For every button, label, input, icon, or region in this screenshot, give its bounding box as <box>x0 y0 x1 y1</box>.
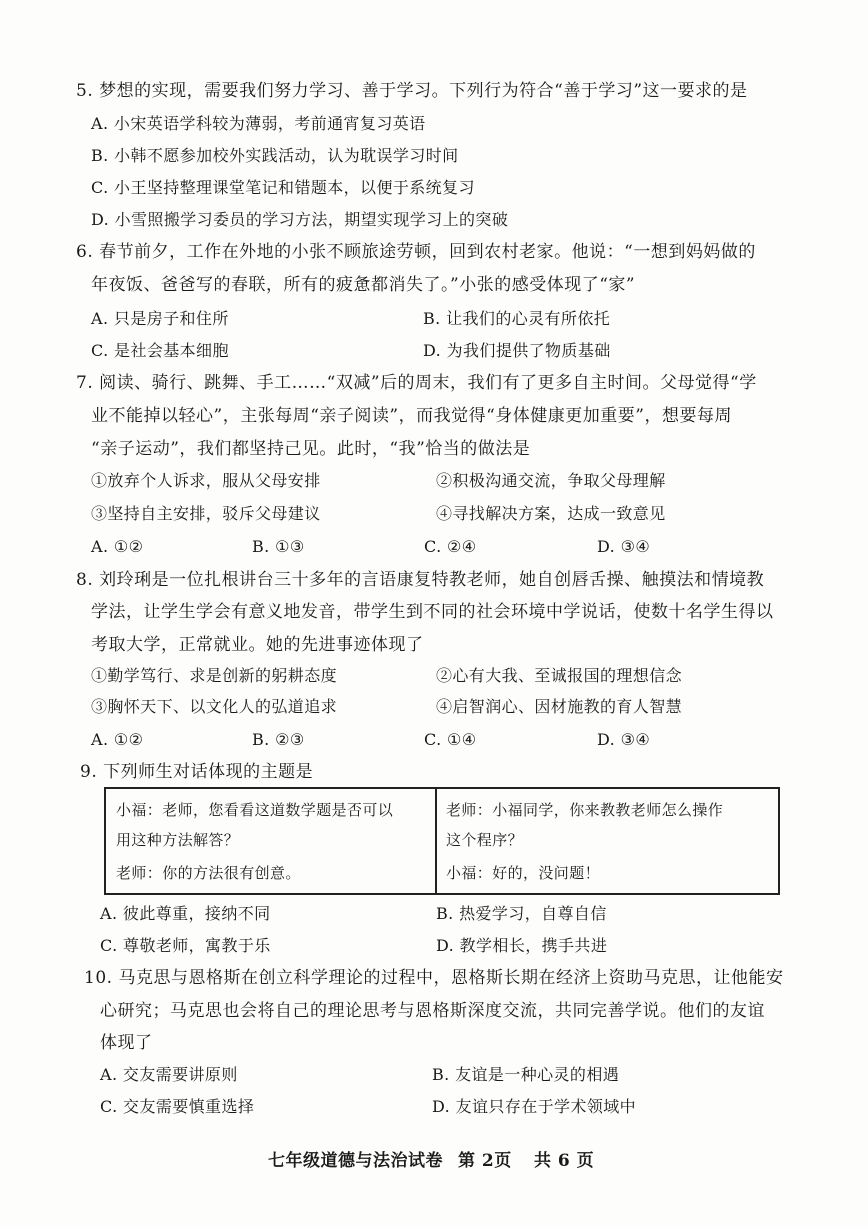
dialog-right-line-3: 小福：好的，没问题！ <box>446 864 601 882</box>
q9-option-b: B. 热爱学习，自尊自信 <box>436 904 607 923</box>
q10-stem-line-2: 心研究；马克思也会将自己的理论思考与恩格斯深度交流，共同完善学说。他们的友谊 <box>100 1001 765 1021</box>
q8-option-d: D. ③④ <box>597 730 651 749</box>
q7-stem-line-3: “亲子运动”，我们都坚持己见。此时，“我”恰当的做法是 <box>91 439 531 459</box>
q6-stem-line-1: 6. 春节前夕，工作在外地的小张不顾旅途劳顿，回到农村老家。他说：“一想到妈妈做的 <box>76 242 756 262</box>
q8-stem-line-1: 8. 刘玲琍是一位扎根讲台三十多年的言语康复特教老师，她自创唇舌操、触摸法和情境教 <box>76 570 765 590</box>
dialog-divider <box>435 787 437 895</box>
footer-page-number: 第 2页 <box>458 1151 512 1171</box>
q8-item-3: ③胸怀天下、以文化人的弘道追求 <box>91 697 338 716</box>
q5-option-d: D. 小雪照搬学习委员的学习方法，期望实现学习上的突破 <box>91 210 509 229</box>
dialog-left-line-2: 用这种方法解答？ <box>116 831 240 849</box>
q7-item-4: ④寻找解决方案，达成一致意见 <box>436 504 666 523</box>
q8-item-2: ②心有大我、至诚报国的理想信念 <box>436 666 683 685</box>
q6-option-b: B. 让我们的心灵有所依托 <box>423 309 611 328</box>
q7-stem-line-2: 业不能掉以轻心”，主张每周“亲子阅读”，而我觉得“身体健康更加重要”，想要每周 <box>91 406 732 426</box>
q7-option-a: A. ①② <box>91 537 144 556</box>
q9-option-d: D. 教学相长，携手共进 <box>436 936 608 955</box>
q8-option-b: B. ②③ <box>252 730 305 749</box>
q8-option-a: A. ①② <box>91 730 144 749</box>
q9-option-a: A. 彼此尊重，接纳不同 <box>100 904 271 923</box>
q7-option-c: C. ②④ <box>424 537 477 556</box>
footer-exam-title: 七年级道德与法治试卷 <box>268 1151 443 1171</box>
q8-item-4: ④启智润心、因材施教的育人智慧 <box>436 697 683 716</box>
q5-option-b: B. 小韩不愿参加校外实践活动，认为耽误学习时间 <box>91 146 459 165</box>
dialog-left-line-3: 老师：你的方法很有创意。 <box>116 864 301 882</box>
dialog-right-line-2: 这个程序？ <box>446 831 524 849</box>
q7-option-d: D. ③④ <box>597 537 651 556</box>
q5-option-a: A. 小宋英语学科较为薄弱，考前通宵复习英语 <box>91 114 426 133</box>
q9-option-c: C. 尊敬老师，寓教于乐 <box>100 936 271 955</box>
q10-option-b: B. 友谊是一种心灵的相遇 <box>432 1065 620 1084</box>
q7-item-3: ③坚持自主安排，驳斥父母建议 <box>91 504 321 523</box>
q5-option-c: C. 小王坚持整理课堂笔记和错题本，以便于系统复习 <box>91 178 475 197</box>
dialog-left-line-1: 小福：老师，您看看这道数学题是否可以 <box>116 801 394 819</box>
q10-stem-line-1: 10. 马克思与恩格斯在创立科学理论的过程中，恩格斯长期在经济上资助马克思，让他能安 <box>84 968 784 988</box>
q8-stem-line-3: 考取大学，正常就业。她的先进事迹体现了 <box>91 635 424 655</box>
footer-total-pages: 共 6 页 <box>534 1151 595 1171</box>
q8-stem-line-2: 学法，让学生学会有意义地发音，带学生到不同的社会环境中学说话，使数十名学生得以 <box>91 602 774 622</box>
q8-item-1: ①勤学笃行、求是创新的躬耕态度 <box>91 666 338 685</box>
q5-stem: 5. 梦想的实现，需要我们努力学习、善于学习。下列行为符合“善于学习”这一要求的是 <box>76 81 748 101</box>
q7-item-1: ①放弃个人诉求，服从父母安排 <box>91 471 321 490</box>
q10-option-d: D. 友谊只存在于学术领域中 <box>432 1097 637 1116</box>
q6-option-c: C. 是社会基本细胞 <box>91 341 229 360</box>
dialog-right-line-1: 老师：小福同学，你来教教老师怎么操作 <box>446 801 724 819</box>
q7-item-2: ②积极沟通交流，争取父母理解 <box>436 471 666 490</box>
q9-stem: 9. 下列师生对话体现的主题是 <box>80 762 314 782</box>
q6-option-d: D. 为我们提供了物质基础 <box>423 341 611 360</box>
q8-option-c: C. ①④ <box>424 730 477 749</box>
q7-stem-line-1: 7. 阅读、骑行、跳舞、手工……“双减”后的周末，我们有了更多自主时间。父母觉得“学 <box>76 373 757 393</box>
q6-option-a: A. 只是房子和住所 <box>91 309 229 328</box>
q10-option-a: A. 交友需要讲原则 <box>100 1065 238 1084</box>
q6-stem-line-2: 年夜饭、爸爸写的春联，所有的疲惫都消失了。”小张的感受体现了“家” <box>91 275 636 295</box>
q7-option-b: B. ①③ <box>252 537 305 556</box>
q10-option-c: C. 交友需要慎重选择 <box>100 1097 255 1116</box>
q10-stem-line-3: 体现了 <box>100 1033 153 1053</box>
